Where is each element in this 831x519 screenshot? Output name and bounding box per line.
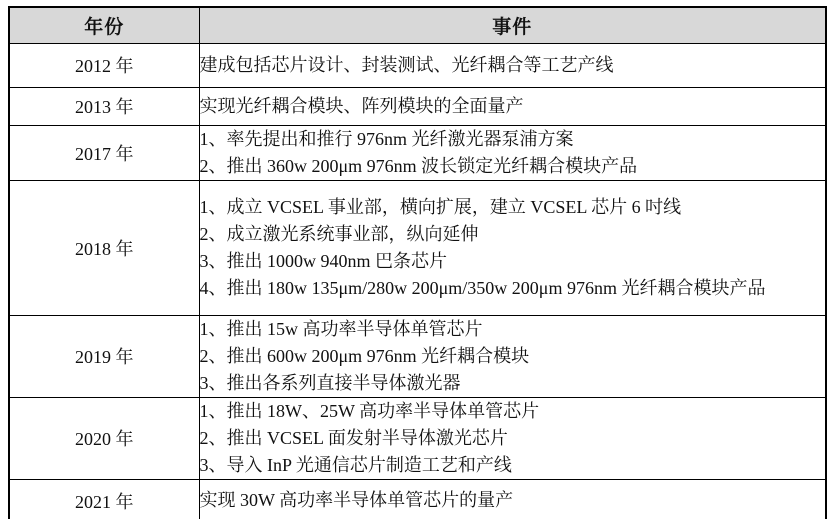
year-cell: 2018 年 (9, 180, 199, 315)
event-line: 实现光纤耦合模块、阵列模块的全面量产 (199, 95, 524, 116)
event-cell (199, 397, 826, 479)
event-line: 2、推出 600w 200μm 976nm 光纤耦合模块 (199, 345, 530, 366)
event-line: 3、推出 1000w 940nm 巴条芯片 (199, 250, 447, 271)
event-line: 建成包括芯片设计、封装测试、光纤耦合等工艺产线 (199, 54, 614, 75)
year-cell: 2013 年 (9, 87, 199, 125)
event-column-header: 事件 (199, 7, 826, 43)
event-cell (199, 43, 826, 87)
table-body (9, 43, 826, 519)
event-line: 1、率先提出和推行 976nm 光纤激光器泵浦方案 (199, 128, 574, 149)
table-row (9, 87, 826, 125)
event-line: 2、推出 VCSEL 面发射半导体激光芯片 (199, 427, 508, 448)
event-cell (199, 125, 826, 180)
event-cell (199, 87, 826, 125)
table-row (9, 397, 826, 479)
table-row (9, 180, 826, 315)
milestone-table (8, 6, 827, 519)
event-line: 1、推出 18W、25W 高功率半导体单管芯片 (199, 400, 540, 421)
year-cell: 2020 年 (9, 397, 199, 479)
year-cell: 2019 年 (9, 315, 199, 397)
event-line: 1、成立 VCSEL 事业部，横向扩展，建立 VCSEL 芯片 6 吋线 (199, 196, 682, 217)
year-cell: 2021 年 (9, 479, 199, 519)
table-row (9, 43, 826, 87)
table-row (9, 315, 826, 397)
table-row (9, 479, 826, 519)
event-cell (199, 180, 826, 315)
table-row (9, 125, 826, 180)
event-line: 4、推出 180w 135μm/280w 200μm/350w 200μm 976nm 光纤耦合模块产品 (199, 277, 766, 298)
table-header-row (9, 7, 826, 43)
event-line: 1、推出 15w 高功率半导体单管芯片 (199, 318, 483, 339)
year-cell: 2012 年 (9, 43, 199, 87)
year-column-header: 年份 (9, 7, 199, 43)
event-cell (199, 315, 826, 397)
year-cell: 2017 年 (9, 125, 199, 180)
event-line: 3、推出各系列直接半导体激光器 (199, 372, 461, 393)
event-line: 2、推出 360w 200μm 976nm 波长锁定光纤耦合模块产品 (199, 155, 638, 176)
event-line: 实现 30W 高功率半导体单管芯片的量产 (199, 490, 514, 511)
event-line: 2、成立激光系统事业部，纵向延伸 (199, 223, 479, 244)
event-cell (199, 479, 826, 519)
event-line: 3、导入 InP 光通信芯片制造工艺和产线 (199, 454, 512, 475)
